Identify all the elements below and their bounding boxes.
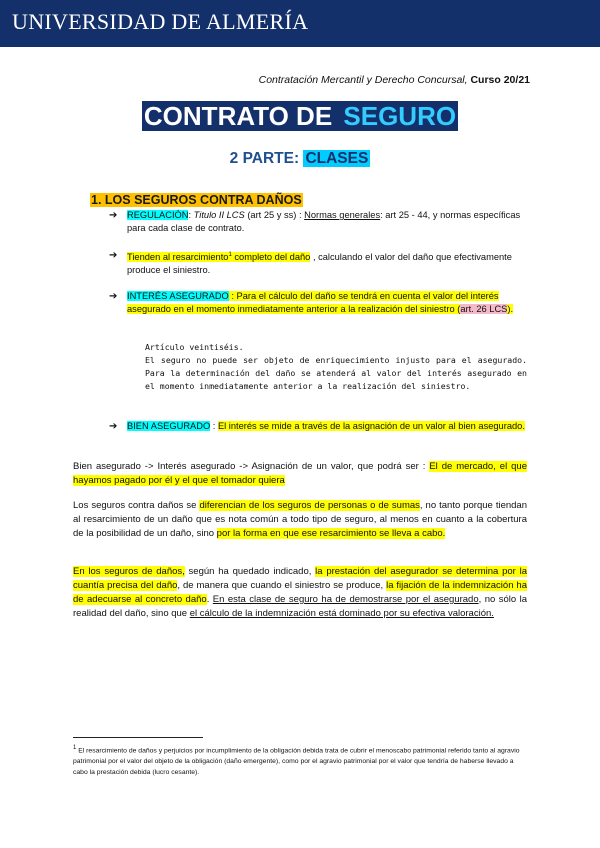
subtitle <box>0 150 600 168</box>
footnote-divider <box>73 737 203 738</box>
bien-colon: : <box>210 421 218 431</box>
subtitle-part-1: 2 PARTE: <box>229 150 304 167</box>
title-part-2: SEGURO <box>343 101 457 131</box>
arrow-icon: ➔ <box>109 210 118 221</box>
para3-e: la fijación de la indemnización ha de adecuarse al concreto daño <box>73 580 527 605</box>
course-line <box>259 74 530 86</box>
para3-b: según ha quedado indicado, <box>184 566 316 577</box>
para2-c: , no tanto porque tiendan al resarcimiento de un daño que es nota común a todo tipo de seguro, al menos en cuanto a la cobertura de la posibilidad de un daño, sino <box>73 500 527 539</box>
regulacion-rest: : art 25 - 44, y normas específicas para cada clase de contrato. <box>127 210 521 233</box>
article-heading: Artículo veintiséis. <box>145 342 244 352</box>
document-title <box>0 101 600 132</box>
paragraph-seguros-danos <box>73 565 527 621</box>
resarcimiento-text-2: completo del daño <box>231 252 311 263</box>
subtitle-part-2: CLASES <box>305 150 369 167</box>
resarcimiento-text: Tienden al resarcimiento <box>127 252 229 263</box>
para3-c: la prestación del asegurador se determina por la cuantía precisa del daño <box>73 566 527 591</box>
paragraph-bien-asegurado <box>73 460 527 488</box>
arrow-icon: ➔ <box>109 421 118 432</box>
footnote-number: 1 <box>73 745 77 751</box>
list-item-bien <box>109 420 527 433</box>
section-heading: 1. LOS SEGUROS CONTRA DAÑOS <box>91 193 302 207</box>
resarcimiento-rest: , calculando el valor del daño que efectivamente produce el siniestro. <box>127 252 512 276</box>
title-part-1: CONTRATO DE <box>143 101 340 131</box>
interes-end: ). <box>507 304 514 314</box>
regulacion-colon: : <box>188 210 194 220</box>
para3-f: . <box>206 594 213 605</box>
para1-highlight: El de mercado, el que hayamos pagado por él <box>73 461 527 486</box>
article-26-quote <box>145 341 527 393</box>
bien-label: BIEN ASEGURADO <box>127 421 211 431</box>
list-item-interes <box>109 290 527 316</box>
para3-g: En esta clase de seguro ha de demostrarse por el asegurado <box>212 594 479 605</box>
para3-a: En los seguros de daños, <box>73 566 185 577</box>
arrow-icon: ➔ <box>109 250 118 261</box>
list-item-resarcimiento <box>109 249 527 277</box>
para2-b: diferencian de los seguros de personas o de sumas <box>199 500 420 511</box>
footnote-ref[interactable]: 1 <box>228 252 232 258</box>
para1-tail: y el que el tomador quiera <box>172 475 285 486</box>
interes-text: : Para el cálculo del daño se tendrá en cuenta el valor del interés asegurado en el momento inmediatamente anterior a la realización del siniestro ( <box>127 291 499 314</box>
footnote <box>73 743 527 778</box>
university-banner <box>0 0 600 47</box>
interes-article-ref: art. 26 LCS <box>460 304 508 314</box>
para1-plain: Bien asegurado -> Interés asegurado -> Asignación de un valor, que podrá ser : <box>73 461 430 472</box>
para3-d: , de manera que cuando el siniestro se produce, <box>177 580 387 591</box>
university-name: UNIVERSIDAD DE ALMERÍA <box>12 9 309 34</box>
resarcimiento-highlight <box>127 252 310 262</box>
article-body: El seguro no puede ser objeto de enriquecimiento injusto para el asegurado. Para la determinación del daño se atenderá al valor del interés asegurado en el momento inmediatamente anterior a la realización del siniestro. <box>145 355 527 391</box>
footnote-text: El resarcimiento de daños y perjuicios por incumplimiento de la obligación debida trata de cubrir el menoscabo patrimonial referido tanto al agravio patrimonial por el valor del objeto de la obligación (daño emergente), como por el agravio patrimonial por el valor que tendría de haberse llevado a cabo la prestación debida (lucro cesante). <box>73 747 520 777</box>
regulacion-label: REGULACIÓN <box>127 210 189 220</box>
arrow-icon: ➔ <box>109 291 118 302</box>
normas-generales: Normas generales <box>304 210 381 220</box>
list-item-regulacion <box>109 209 527 235</box>
para3-h: , no sólo la realidad del daño, sino que <box>73 594 528 619</box>
para2-a: Los seguros contra daños se <box>73 500 200 511</box>
interes-label: INTERÉS ASEGURADO <box>127 291 229 301</box>
para3-i: el cálculo de la indemnización está dominado por su efectiva valoración. <box>189 608 494 619</box>
regulacion-mid: (art 25 y ss) : <box>244 210 305 220</box>
paragraph-diferencias <box>73 499 527 541</box>
para2-d: por la forma en que ese resarcimiento se lleva a cabo. <box>216 528 446 539</box>
course-subject: Contratación Mercantil y Derecho Concursal, <box>258 74 468 86</box>
bien-text: El interés se mide a través de la asignación de un valor al bien asegurado. <box>217 421 525 431</box>
course-year: Curso 20/21 <box>467 74 530 86</box>
regulacion-title: Titulo II LCS <box>193 210 245 220</box>
